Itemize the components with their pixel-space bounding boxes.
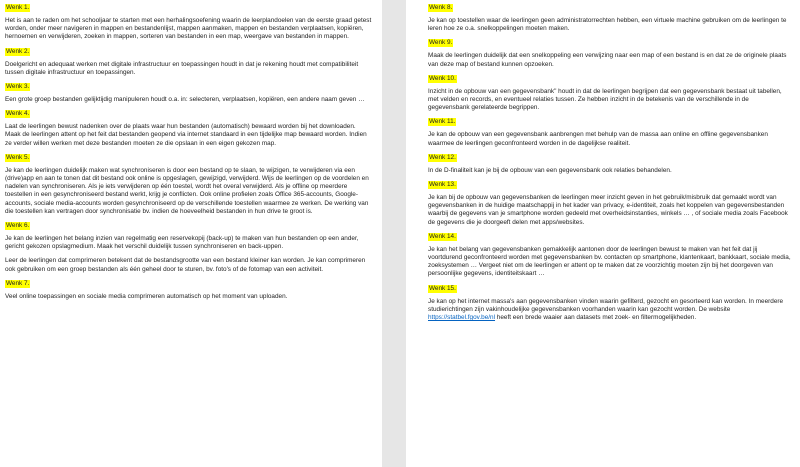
wenk-9-heading: Wenk 9. [429, 39, 453, 47]
wenk-3-text: Een grote groep bestanden gelijktijdig manipuleren houdt o.a. in: selecteren, verplaatsen, kopiëren, een andere naam geven … [5, 96, 365, 104]
wenk-9-text: Maak de leerlingen duidelijk dat een snelkoppeling een verwijzing naar een map of een bestand is en dat ze de originele plaats van deze map of bestand kunnen opzoeken. [428, 52, 787, 68]
wenk-2-section [5, 48, 372, 77]
wenk-2-text: Doelgericht en adequaat werken met digitale infrastructuur en toepassingen houdt in dat je rekening houdt met compatibiliteit tussen digitale infrastructuur en toepassingen. [5, 60, 359, 76]
document-page-left [0, 0, 382, 467]
wenk-5-text: Je kan de leerlingen duidelijk maken wat synchroniseren is door een bestand op te slaan, te wijzigen, te verwijderen via een (drive)app en aan te tonen dat dit bestand ook online is opgeslagen, gewijzigd, verwijderd. Wijs de leerlingen op de voordelen en nadelen van synchroniseren. Als je iets verwijderen op één toestel, wordt het overal verwijderd. Als je offline op meerdere toestellen in een gesynchroniseerd bestand werkt, krijg je conflicten. Ook online profielen zoals Office 365-accounts, Google-accounts, sociale media-accounts worden gesynchroniseerd op de verschillende toestellen waarmee ze werken. De werking van die toestellen kan vertragen door synchronisatie bv. indien de hoeveelheid bestanden in hun drive te groot is. [5, 166, 369, 215]
wenk-15-text-before-link: Je kan op het internet massa's aan gegevensbanken vinden waarin gefilterd, gezocht en gesorteerd kan worden. In meerdere studierichtingen zijn vakinhoudelijke gegevensbanken voorhanden waarin kan gezocht worden. De website [428, 297, 784, 313]
wenk-6-section [5, 222, 372, 274]
wenk-7-section [5, 280, 372, 301]
wenk-15-section [428, 285, 792, 323]
wenk-13-section [428, 181, 792, 227]
wenk-10-heading: Wenk 10. [429, 74, 456, 82]
wenk-12-text: In de D-finaliteit kan je bij de opbouw van een gegevensbank ook relaties behandelen. [428, 166, 672, 174]
wenk-5-heading: Wenk 5. [6, 153, 30, 161]
wenk-15-text [428, 298, 792, 323]
wenk-1-text: Het is aan te raden om het schooljaar te starten met een herhalingsoefening waarin de leerplandoelen van de eerste graad getest worden, onder meer navigeren in mappen en bestandenlijst, mappen aanmaken, mappen en bestanden verplaatsen, kopiëren, hernoemen en verwijderen, zoeken in mappen, sorteren van bestanden in een map, weergave van bestanden in mappen. [5, 17, 372, 41]
wenk-11-heading: Wenk 11. [429, 118, 456, 126]
wenk-1-section [5, 4, 372, 42]
wenk-2-heading: Wenk 2. [6, 47, 30, 55]
wenk-14-heading: Wenk 14. [429, 232, 456, 240]
wenk-9-section [428, 39, 792, 68]
wenk-6-text-2: Leer de leerlingen dat comprimeren betekent dat de bestandsgrootte van een bestand kleiner kan worden. Je kan comprimeren ook gebruiken om een groep bestanden als één geheel door te sturen, bv. foto's of de fotomap van een activiteit. [5, 257, 366, 273]
wenk-4-section [5, 110, 372, 148]
wenk-11-section [428, 118, 792, 147]
document-page-right [406, 0, 800, 467]
wenk-10-text: Inzicht in de opbouw van een gegevensbank" houdt in dat de leerlingen begrijpen dat een gegevensbank bestaat uit tabellen, met velden en records, en eventueel relaties tussen. Ze hebben inzicht in de betekenis van de verschillende in de gegevensbank gerelateerde begrippen. [428, 87, 782, 112]
wenk-3-heading: Wenk 3. [6, 83, 30, 91]
wenk-4-text: Laat de leerlingen bewust nadenken over de plaats waar hun bestanden (automatisch) bewaard worden bij het downloaden. Maak de leerlingen attent op het feit dat bestanden geopend via internet standaard in een tijdelijke map bewaard worden. Indien ze verder willen werken met deze bestanden moeten ze die opslaan in een eigen gekozen map. [5, 123, 367, 147]
wenk-12-section [428, 154, 792, 175]
wenk-14-section [428, 233, 792, 279]
wenk-11-text: Je kan de opbouw van een gegevensbank aanbrengen met behulp van de massa aan online en offline gegevensbanken waarmee de leerlingen geconfronteerd worden in de dagelijkse realiteit. [428, 131, 768, 147]
wenk-5-section [5, 154, 372, 216]
wenk-8-section [428, 4, 792, 33]
wenk-4-heading: Wenk 4. [6, 110, 30, 118]
wenk-12-heading: Wenk 12. [429, 153, 456, 161]
wenk-8-text: Je kan op toestellen waar de leerlingen geen administratorrechten hebben, een virtuele machine gebruiken om de leerlingen te leren hoe ze o.a. snelkoppelingen moeten maken. [428, 17, 787, 33]
wenk-14-text: Je kan het belang van gegevensbanken gemakkelijk aantonen door de leerlingen bewust te maken van het feit dat jij voortdurend geconfronteerd worden met gegevensbanken bv. contacten op smartphone, klantenkaart, bankkaart, sociale media, zoeksystemen … Vergeet niet om de leerlingen er attent op te maken dat ze voorzichtig moeten zijn bij het doorgeven van persoonlijke gegevens, identiteitskaart … [428, 245, 791, 278]
wenk-13-text: Je kan bij de opbouw van gegevensbanken de leerlingen meer inzicht geven in het gebruik/misbruik dat gemaakt wordt van gegevensbanken in de huidige maatschappij in het kader van privacy, e-identiteit, zoals het koppelen van gegevensbestanden waarbij de gegevens van je smartphone worden gedeeld met overheidsinstanties, winkels … , of sociale media zoals Facebook de gegevens die je doorgeeft delen met apps/websites. [428, 194, 788, 226]
wenk-7-text: Veel online toepassingen en sociale media comprimeren automatisch op het moment van uploaden. [5, 292, 288, 300]
wenk-15-heading: Wenk 15. [429, 284, 456, 292]
wenk-10-section [428, 75, 792, 113]
wenk-3-section [5, 83, 372, 104]
wenk-15-text-after-link: heeft een brede waaier aan datasets met zoek- en filtermogelijkheden. [495, 314, 697, 322]
wenk-6-heading: Wenk 6. [6, 222, 30, 230]
wenk-6-text: Je kan de leerlingen het belang inzien van regelmatig een reservekopij (back-up) te maken van hun bestanden op een ander, gericht gekozen opslagmedium. Maak het verschil duidelijk tussen synchroniseren en back-uppen. [5, 235, 359, 251]
wenk-1-heading: Wenk 1. [6, 4, 30, 11]
wenk-8-heading: Wenk 8. [429, 4, 453, 11]
wenk-7-heading: Wenk 7. [6, 279, 30, 287]
wenk-13-heading: Wenk 13. [429, 181, 456, 189]
statbel-link[interactable]: https://statbel.fgov.be/nl [428, 314, 496, 322]
